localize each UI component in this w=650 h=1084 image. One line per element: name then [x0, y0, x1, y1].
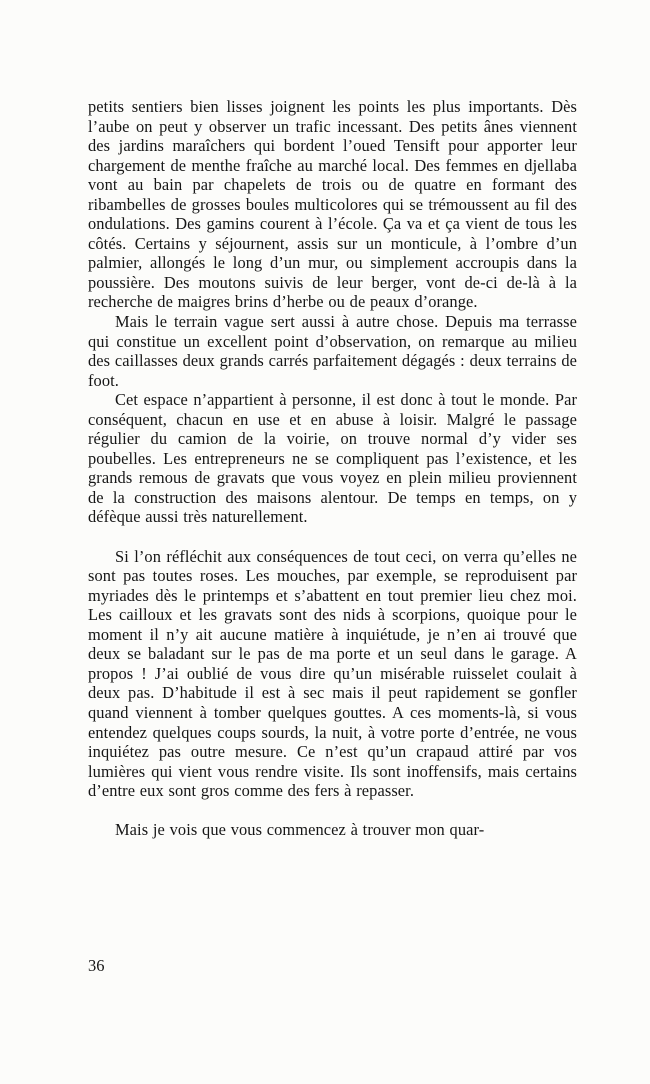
- page-text-block: [88, 97, 577, 840]
- paragraph: Cet espace n’appartient à personne, il est donc à tout le monde. Par conséquent, chacun en use et en abuse à loisir. Malgré le passage régulier du camion de la voirie, on trouve normal d’y vider ses poubelles. Les entrepreneurs ne se compliquent pas l’existence, et les grands remous de gravats que vous voyez en plein milieu proviennent de la construction des maisons alentour. De temps en temps, on y défèque aussi très naturellement.: [88, 390, 577, 527]
- paragraph: Mais le terrain vague sert aussi à autre chose. Depuis ma terrasse qui constitue un excellent point d’observation, on remarque au milieu des caillasses deux grands carrés parfaitement dégagés : deux terrains de foot.: [88, 312, 577, 390]
- paragraph: Si l’on réfléchit aux conséquences de tout ceci, on verra qu’elles ne sont pas toutes roses. Les mouches, par exemple, se reproduisent par myriades dès le printemps et s’abattent en tout premier lieu chez moi. Les cailloux et les gravats sont des nids à scorpions, quoique pour le moment il n’y ait aucune matière à inquiétude, je n’en ai trouvé que deux se baladant sur le pas de ma porte et un seul dans le garage. A propos ! J’ai oublié de vous dire qu’un misérable ruisselet coulait à deux pas. D’habitude il est à sec mais il peut rapidement se gonfler quand viennent à tomber quelques gouttes. A ces moments-là, si vous entendez quelques coups sourds, la nuit, à votre porte d’entrée, ne vous inquiétez pas outre mesure. Ce n’est qu’un crapaud attiré par vos lumières qui vient vous rendre visite. Ils sont inoffensifs, mais certains d’entre eux sont gros comme des fers à repasser.: [88, 546, 577, 801]
- page-number: 36: [88, 956, 105, 975]
- paragraph: Mais je vois que vous commencez à trouver mon quar-: [115, 820, 485, 840]
- paragraph-continuation: petits sentiers bien lisses joignent les points les plus importants. Dès l’aube on peut y observer un trafic incessant. Des petits ânes viennent des jardins maraîchers qui bordent l’oued Tensift pour apporter leur chargement de menthe fraîche au marché local. Des femmes en djellaba vont au bain par chapelets de trois ou de quatre en formant des ribambelles de grosses boules multicolores qui se trémoussent au fil des ondulations. Des gamins courent à l’école. Ça va et ça vient de tous les côtés. Certains y séjournent, assis sur un monticule, à l’ombre d’un palmier, allongés le long d’un mur, ou simplement accroupis dans la poussière. Des moutons suivis de leur berger, vont de-ci de-là à la recherche de maigres brins d’herbe ou de peaux d’orange.: [88, 97, 577, 312]
